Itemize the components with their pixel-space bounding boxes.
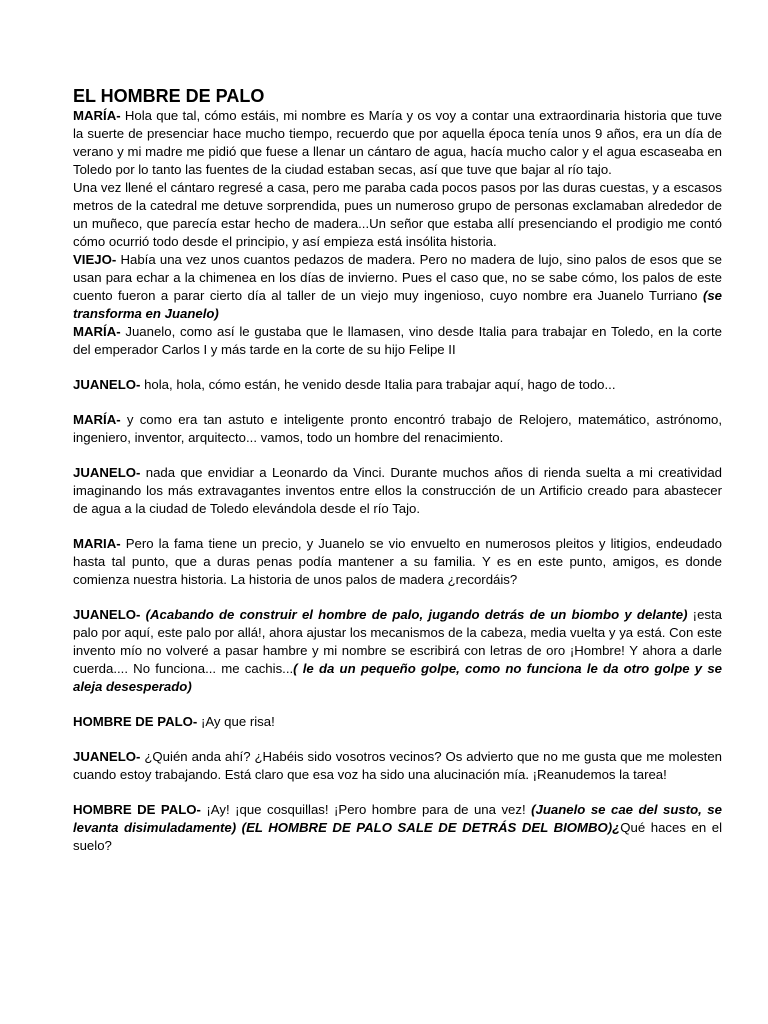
stage-direction: ( le da un pequeño golpe, como no funciona le da otro golpe y se aleja desesperado) bbox=[73, 661, 722, 694]
script-paragraph bbox=[73, 801, 722, 855]
script-paragraph bbox=[73, 251, 722, 323]
speaker-name: MARÍA- bbox=[73, 108, 121, 123]
script-paragraph bbox=[73, 606, 722, 696]
dialogue-text: Pero la fama tiene un precio, y Juanelo se vio envuelto en numerosos pleitos y litigios, endeudado hasta tal punto, que a duras penas podía mantener a su familia. Y es en este punto, amigos, es donde comienza nuestra historia. La historia de unos palos de madera ¿recordáis? bbox=[73, 536, 722, 587]
speaker-name: JUANELO- bbox=[73, 749, 141, 764]
dialogue-text: nada que envidiar a Leonardo da Vinci. Durante muchos años di rienda suelta a mi creatividad imaginando los más extravagantes inventos entre ellos la construcción de un Artificio creado para abastecer de agua a la ciudad de Toledo elevándola desde el río Tajo. bbox=[73, 465, 722, 516]
stage-direction: (Acabando de construir el hombre de palo, jugando detrás de un biombo y delante) bbox=[145, 607, 688, 622]
document-body bbox=[73, 107, 722, 855]
dialogue-text: ¿Quién anda ahí? ¿Habéis sido vosotros vecinos? Os advierto que no me gusta que me molesten cuando estoy trabajando. Está claro que esa voz ha sido una alucinación mía. ¡Reanudemos la tarea! bbox=[73, 749, 722, 782]
dialogue-text: hola, hola, cómo están, he venido desde Italia para trabajar aquí, hago de todo... bbox=[140, 377, 616, 392]
stage-direction: (Juanelo se cae del susto, se levanta disimuladamente) (EL HOMBRE DE PALO SALE DE DETRÁS DEL BIOMBO)¿ bbox=[73, 802, 722, 835]
speaker-name: MARIA- bbox=[73, 536, 121, 551]
speaker-name: JUANELO- bbox=[73, 377, 141, 392]
script-paragraph bbox=[73, 179, 722, 251]
script-paragraph bbox=[73, 376, 722, 394]
script-paragraph bbox=[73, 748, 722, 784]
script-paragraph bbox=[73, 323, 722, 359]
dialogue-text: Había una vez unos cuantos pedazos de madera. Pero no madera de lujo, sino palos de esos que se usan para echar a la chimenea en los días de invierno. Pues el caso que, no se sabe cómo, los palos de este cuento fueron a parar cierto día al taller de un viejo muy ingenioso, cuyo nombre era Juanelo Turriano bbox=[73, 252, 722, 303]
speaker-name: JUANELO- bbox=[73, 465, 141, 480]
speaker-name: VIEJO- bbox=[73, 252, 117, 267]
script-paragraph bbox=[73, 464, 722, 518]
speaker-name: HOMBRE DE PALO- bbox=[73, 802, 201, 817]
dialogue-text: ¡esta palo por aquí, este palo por allá!, ahora ajustar los mecanismos de la cabeza, media vuelta y ya está. Con este invento mío no volveré a pasar hambre y mi nombre se escribirá con letras de oro ¡Hombre! Y ahora a darle cuerda.... No funciona... me cachis... bbox=[73, 607, 722, 676]
dialogue-text: Juanelo, como así le gustaba que le llamasen, vino desde Italia para trabajar en Toledo, en la corte del emperador Carlos I y más tarde en la corte de su hijo Felipe II bbox=[73, 324, 722, 357]
dialogue-text: y como era tan astuto e inteligente pronto encontró trabajo de Relojero, matemático, astrónomo, ingeniero, inventor, arquitecto... vamos, todo un hombre del renacimiento. bbox=[73, 412, 722, 445]
script-paragraph bbox=[73, 411, 722, 447]
script-paragraph bbox=[73, 535, 722, 589]
speaker-name: HOMBRE DE PALO- bbox=[73, 714, 198, 729]
dialogue-text: Qué haces en el suelo? bbox=[73, 820, 722, 853]
stage-direction: (se transforma en Juanelo) bbox=[73, 288, 722, 321]
dialogue-text: ¡Ay! ¡que cosquillas! ¡Pero hombre para de una vez! bbox=[200, 802, 532, 817]
document-title: EL HOMBRE DE PALO bbox=[73, 86, 265, 106]
script-paragraph bbox=[73, 107, 722, 179]
dialogue-text: Una vez llené el cántaro regresé a casa, pero me paraba cada pocos pasos por las duras cuestas, y a escasos metros de la catedral me detuve sorprendida, pues un numeroso grupo de personas exclamaban alrededor de un muñeco, que parecía estar hecho de madera...Un señor que estaba allí presenciando el prodigio me contó cómo ocurrió todo desde el principio, y así empieza está insólita historia. bbox=[73, 180, 722, 249]
speaker-name: JUANELO- bbox=[73, 607, 141, 622]
dialogue-text: Hola que tal, cómo estáis, mi nombre es María y os voy a contar una extraordinaria historia que tuve la suerte de presenciar hace mucho tiempo, recuerdo que por aquella época tenía unos 9 años, era un día de verano y mi madre me pidió que fuese a llenar un cántaro de agua, hacía mucho calor y el agua escaseaba en Toledo por lo tanto las fuentes de la ciudad estaban secas, así que tuve que bajar al río tajo. bbox=[73, 108, 722, 177]
script-paragraph bbox=[73, 713, 722, 731]
speaker-name: MARÍA- bbox=[73, 324, 121, 339]
dialogue-text: ¡Ay que risa! bbox=[197, 714, 275, 729]
speaker-name: MARÍA- bbox=[73, 412, 121, 427]
